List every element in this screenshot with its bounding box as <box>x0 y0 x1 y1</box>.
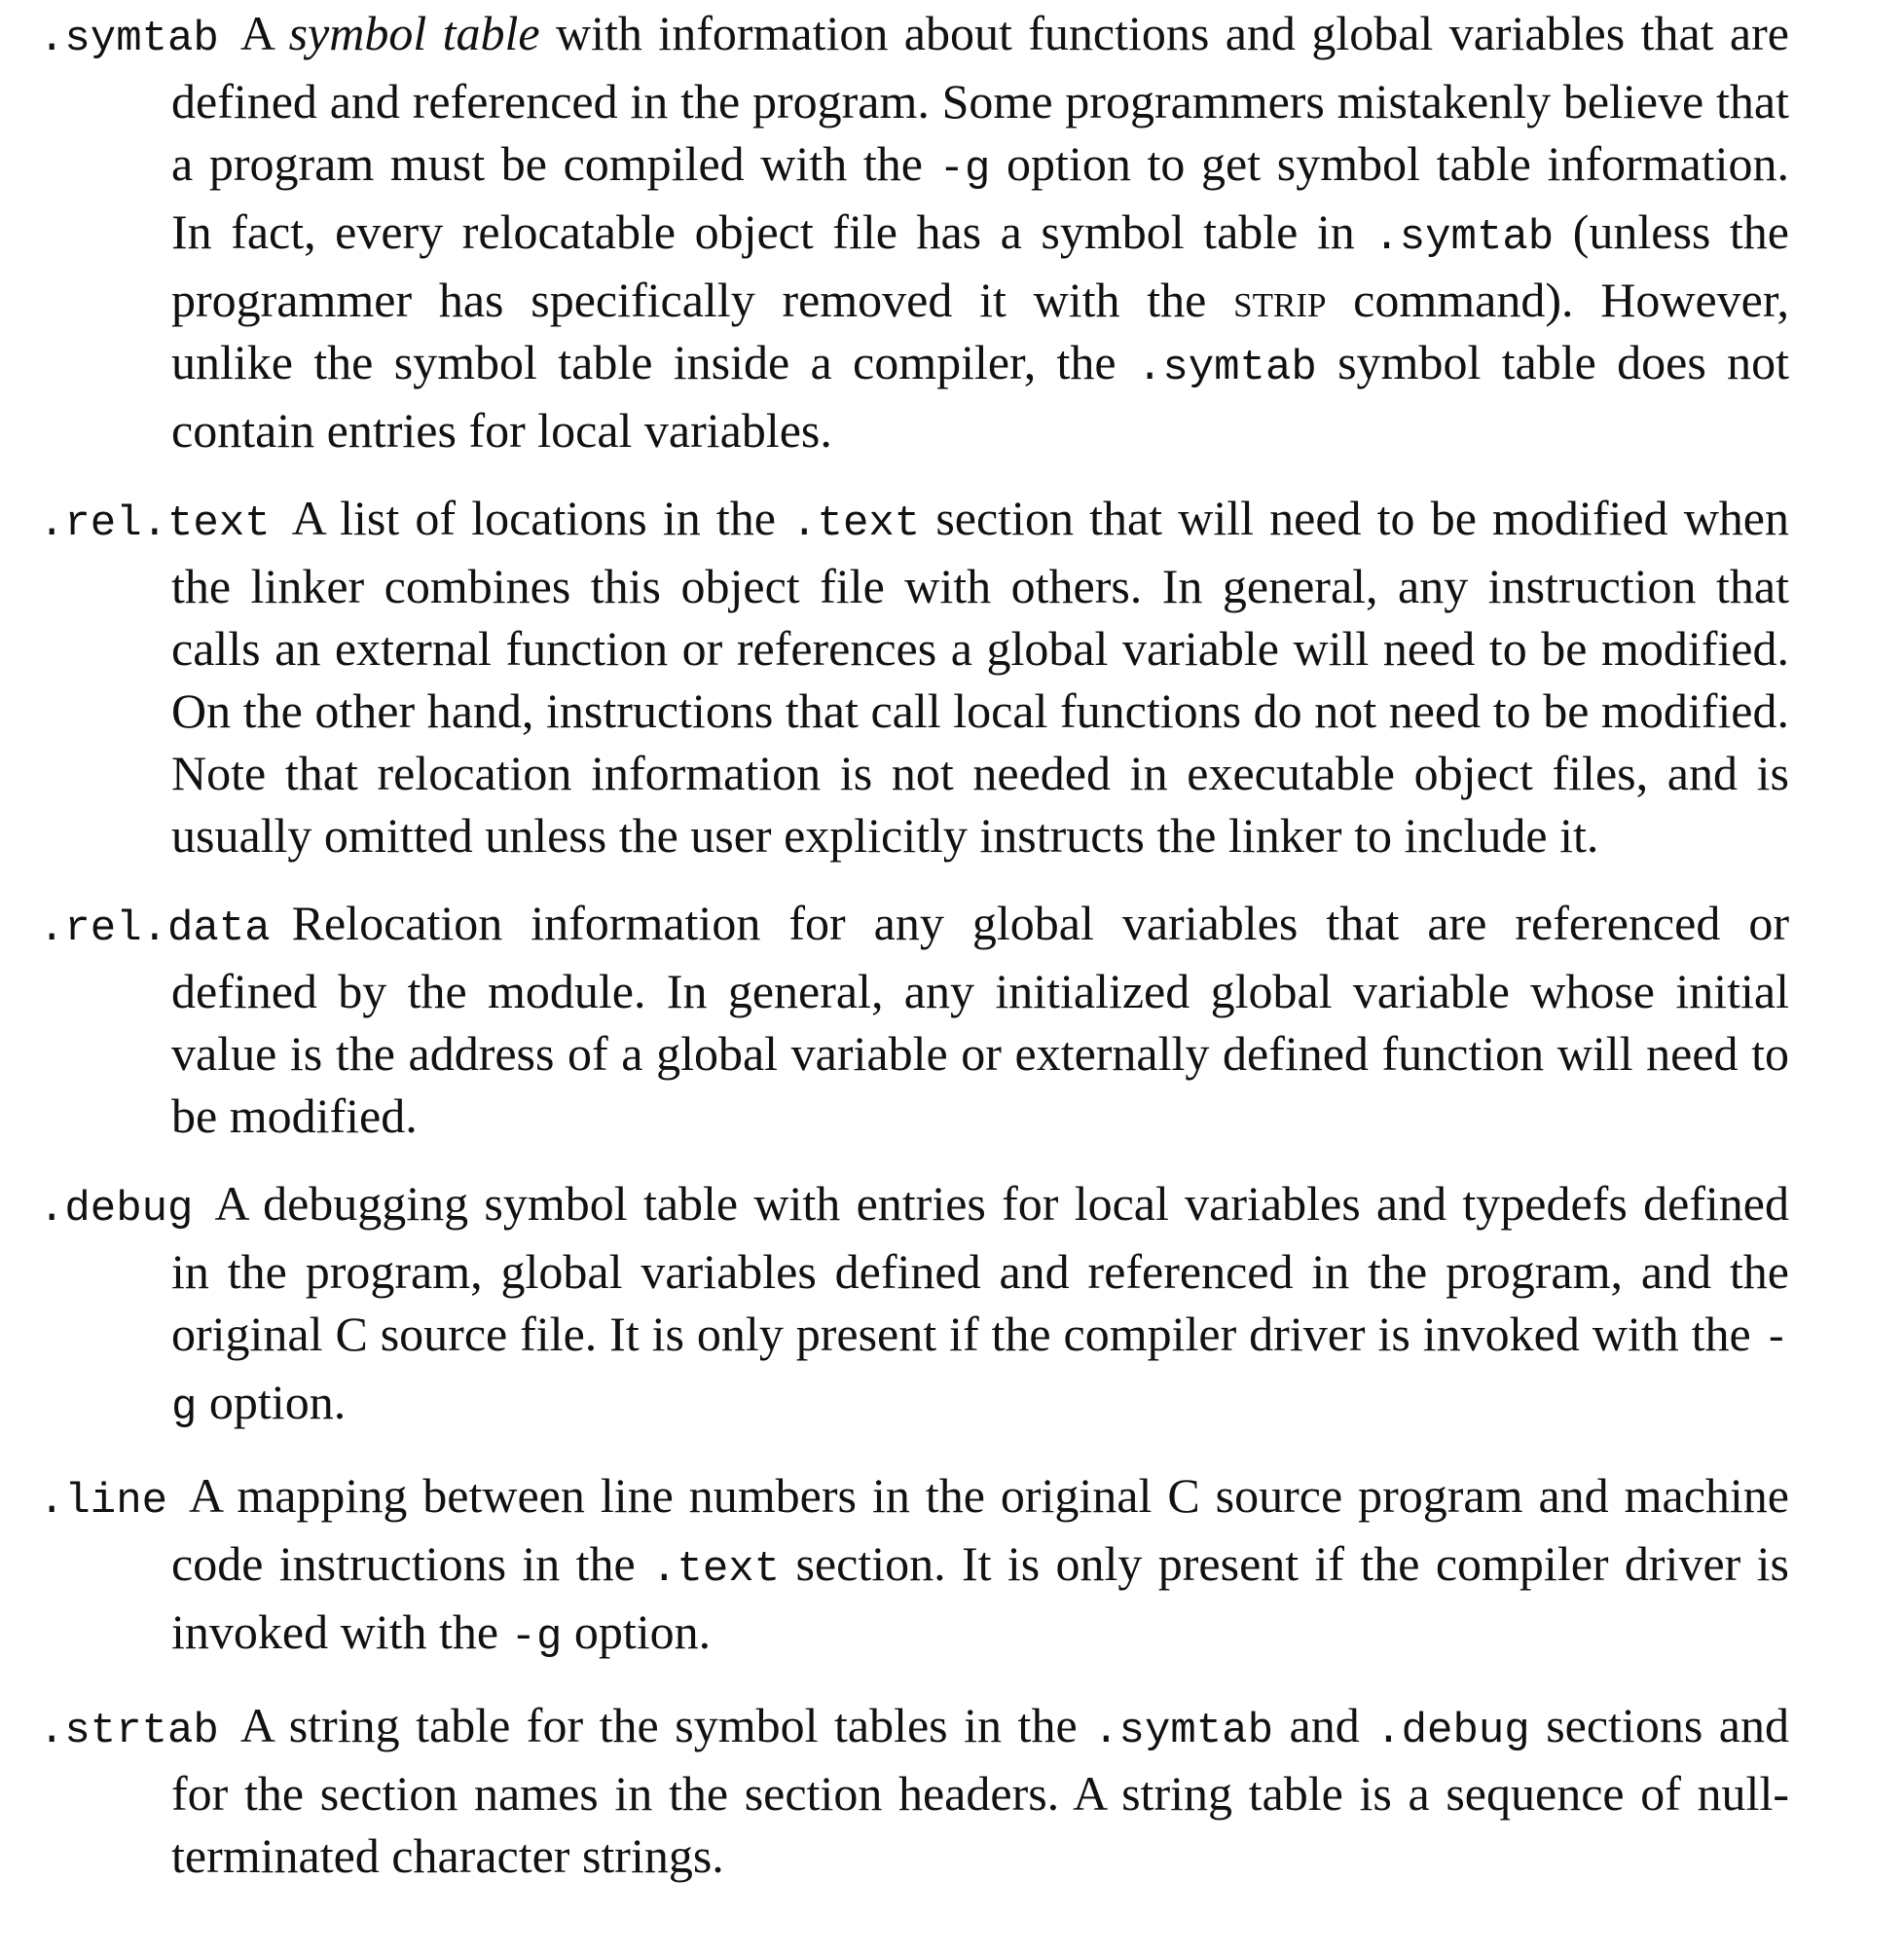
desc-text: command). However, unlike the symbol table inside a compiler, the <box>171 273 1789 389</box>
desc-code: .symtab <box>1136 344 1317 392</box>
desc-text: option. <box>197 1375 347 1429</box>
desc-text: and <box>1273 1698 1376 1752</box>
desc-smallcaps: strip <box>1233 273 1327 327</box>
entry-line <box>39 1464 1789 1669</box>
section-term: .rel.data <box>39 904 271 953</box>
section-term: .rel.text <box>39 499 271 548</box>
entry-rel-data <box>39 892 1789 1147</box>
desc-code: .text <box>651 1545 781 1594</box>
desc-text: A list of locations in the <box>291 491 792 545</box>
section-term: .debug <box>39 1185 194 1234</box>
desc-text: section that will need to be modified when the linker combines this object file with others. In general, any instruction that calls an external function or references a global variable will need to be modified. On the other hand, instructions that call local functions do not need to be modified. Note that relocation information is not needed in executable object files, and is usually omitted unless the user explicitly instructs the linker to include it. <box>171 491 1789 863</box>
section-term: .line <box>39 1477 168 1526</box>
entry-strtab <box>39 1694 1789 1887</box>
desc-text: A debugging symbol table with entries for local variables and typedefs defined in the program, global variables defined and referenced in the program, and the original C source file. It is only present if the compiler driver is invoked with the <box>171 1176 1789 1361</box>
desc-code: -g <box>938 145 991 194</box>
desc-text: option. <box>562 1604 712 1659</box>
desc-text: symbol table does not contain entries for local variables. <box>171 335 1790 458</box>
desc-code: -g <box>510 1613 563 1662</box>
desc-text: (unless the programmer has specifically removed it with the <box>171 204 1789 327</box>
desc-code: -g <box>171 1315 1789 1432</box>
desc-text: A string table for the symbol tables in the <box>239 1698 1094 1752</box>
entry-rel-text <box>39 487 1789 866</box>
desc-code: .symtab <box>1093 1707 1273 1755</box>
section-list <box>39 2 1789 1912</box>
entry-debug <box>39 1172 1789 1439</box>
desc-code: .text <box>791 499 921 548</box>
desc-text: Relocation information for any global variables that are referenced or defined by the module. In general, any initialized global variable whose initial value is the address of a global variable or externally defined function will need to be modified. <box>171 896 1789 1143</box>
desc-text: section. It is only present if the compiler driver is invoked with the <box>171 1536 1789 1659</box>
desc-code: .symtab <box>1373 213 1555 262</box>
desc-text: sections and for the section names in the section headers. A string table is a sequence of null-terminated character strings. <box>171 1698 1789 1883</box>
desc-italic: symbol table <box>288 6 540 60</box>
desc-text: A <box>239 6 289 60</box>
desc-text: A mapping between line numbers in the original C source program and machine code instructions in the <box>171 1468 1789 1591</box>
section-term: .symtab <box>39 15 219 63</box>
desc-code: .debug <box>1375 1707 1530 1755</box>
desc-text: with information about functions and global variables that are defined and referenced in the program. Some programmers mistakenly believe that a program must be compiled with the <box>171 6 1789 191</box>
desc-text: option to get symbol table information. In fact, every relocatable object file has a symbol table in <box>171 136 1789 259</box>
section-term: .strtab <box>39 1707 219 1755</box>
entry-symtab <box>39 2 1789 461</box>
